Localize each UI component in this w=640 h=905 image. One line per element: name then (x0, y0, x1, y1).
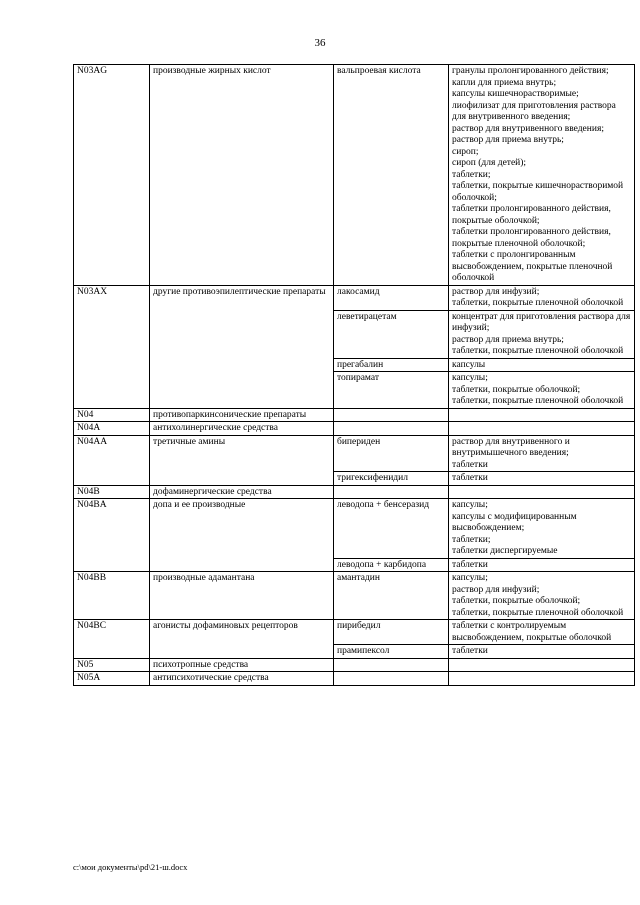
atc-code-cell: N04A (74, 422, 150, 436)
atc-code-cell: N05A (74, 672, 150, 686)
drug-name-cell: бипериден (334, 435, 449, 472)
atc-code-cell: N04BA (74, 499, 150, 572)
dosage-form-line: таблетки, покрытые кишечнорастворимой оболочкой; (452, 181, 624, 203)
atc-code-cell: N04BB (74, 572, 150, 620)
pharmacological-group-cell: другие противоэпилептические препараты (150, 285, 334, 408)
pharmacological-group-cell: психотропные средства (150, 658, 334, 672)
dosage-form-line: таблетки пролонгированного действия, покрытые оболочкой; (452, 204, 611, 226)
dosage-forms-cell (449, 422, 635, 436)
pharmacological-group-cell: допа и ее производные (150, 499, 334, 572)
table-row (74, 285, 635, 310)
dosage-forms-cell (449, 65, 635, 286)
table-row (74, 408, 635, 422)
dosage-form-line: капсулы; (452, 573, 488, 583)
atc-code-cell: N04 (74, 408, 150, 422)
dosage-forms-cell (449, 358, 635, 372)
atc-code-cell: N03AG (74, 65, 150, 286)
atc-code-cell: N04B (74, 485, 150, 499)
drug-name-cell: леводопа + карбидопа (334, 558, 449, 572)
pharmacological-group-cell: антихолинергические средства (150, 422, 334, 436)
table-row (74, 435, 635, 472)
dosage-form-line: капсулы; (452, 373, 488, 383)
drug-name-cell: леводопа + бенсеразид (334, 499, 449, 559)
drug-name-cell (334, 672, 449, 686)
atc-code-cell: N04BC (74, 620, 150, 659)
dosage-form-line: раствор для приема внутрь; (452, 135, 564, 145)
dosage-form-line: капсулы; (452, 500, 488, 510)
dosage-form-line: таблетки с пролонгированным высвобождением, покрытые пленочной оболочкой (452, 250, 613, 283)
dosage-form-line: таблетки (452, 473, 488, 483)
drug-name-cell (334, 658, 449, 672)
table-row (74, 499, 635, 559)
dosage-form-line: сироп; (452, 146, 479, 157)
drug-name-cell (334, 485, 449, 499)
atc-code-cell: N03AX (74, 285, 150, 408)
dosage-form-line: раствор для внутривенного введения; (452, 123, 604, 134)
dosage-form-line: таблетки (452, 646, 488, 656)
dosage-form-line: концентрат для приготовления раствора для инфузий; (452, 311, 631, 333)
dosage-forms-cell (449, 435, 635, 472)
table-row (74, 620, 635, 645)
pharmacological-group-cell: противопаркинсонические препараты (150, 408, 334, 422)
table-body (74, 65, 635, 686)
dosage-form-line: лиофилизат для приготовления раствора для внутривенного введения; (452, 100, 616, 122)
dosage-form-line: таблетки диспергируемые (452, 546, 558, 556)
dosage-form-line: капсулы (452, 359, 486, 370)
dosage-form-line: таблетки, покрытые пленочной оболочкой (452, 607, 624, 618)
drug-name-cell: пирибедил (334, 620, 449, 645)
dosage-forms-cell (449, 408, 635, 422)
pharmacological-group-cell: третичные амины (150, 435, 334, 485)
dosage-form-line: таблетки, покрытые оболочкой; (452, 384, 581, 395)
drug-name-cell (334, 408, 449, 422)
table-row (74, 658, 635, 672)
dosage-forms-cell (449, 658, 635, 672)
drug-name-cell: прегабалин (334, 358, 449, 372)
dosage-forms-cell (449, 645, 635, 659)
dosage-form-line: таблетки; (452, 169, 491, 180)
table-row (74, 572, 635, 620)
dosage-forms-cell (449, 472, 635, 486)
dosage-form-line: гранулы пролонгированного действия; (452, 66, 609, 76)
drug-name-cell: прамипексол (334, 645, 449, 659)
atc-code-cell: N05 (74, 658, 150, 672)
table-row (74, 672, 635, 686)
drug-name-cell (334, 422, 449, 436)
drug-classification-table (73, 64, 635, 686)
dosage-forms-cell (449, 572, 635, 620)
dosage-forms-cell (449, 672, 635, 686)
drug-name-cell: лакосамид (334, 285, 449, 310)
dosage-forms-cell (449, 285, 635, 310)
dosage-forms-cell (449, 558, 635, 572)
drug-name-cell: тригексифенидил (334, 472, 449, 486)
dosage-form-line: таблетки с контролируемым высвобождением, покрытые оболочкой (452, 621, 612, 643)
dosage-forms-cell (449, 310, 635, 358)
dosage-form-line: таблетки; (452, 534, 491, 545)
dosage-forms-cell (449, 620, 635, 645)
table-row (74, 485, 635, 499)
drug-name-cell: леветирацетам (334, 310, 449, 358)
dosage-form-line: таблетки, покрытые оболочкой; (452, 596, 581, 606)
pharmacological-group-cell: дофаминергические средства (150, 485, 334, 499)
drug-name-cell: амантадин (334, 572, 449, 620)
dosage-form-line: капсулы кишечнорастворимые; (452, 89, 579, 99)
pharmacological-group-cell: агонисты дофаминовых рецепторов (150, 620, 334, 659)
dosage-form-line: таблетки, покрытые пленочной оболочкой (452, 298, 624, 308)
pharmacological-group-cell: производные жирных кислот (150, 65, 334, 286)
dosage-form-line: таблетки (452, 459, 488, 470)
drug-name-cell: топирамат (334, 372, 449, 409)
page-number: 36 (314, 37, 326, 49)
table-row (74, 422, 635, 436)
dosage-form-line: таблетки (452, 559, 488, 570)
dosage-form-line: сироп (для детей); (452, 158, 527, 168)
dosage-forms-cell (449, 372, 635, 409)
dosage-form-line: раствор для приема внутрь; (452, 334, 564, 345)
dosage-forms-cell (449, 485, 635, 499)
dosage-form-line: таблетки, покрытые пленочной оболочкой (452, 346, 624, 356)
dosage-form-line: раствор для инфузий; (452, 286, 540, 297)
dosage-form-line: раствор для инфузий; (452, 584, 540, 595)
atc-code-cell: N04AA (74, 435, 150, 485)
dosage-form-line: капли для приема внутрь; (452, 77, 557, 88)
dosage-forms-cell (449, 499, 635, 559)
dosage-form-line: таблетки пролонгированного действия, покрытые пленочной оболочкой; (452, 227, 611, 249)
pharmacological-group-cell: производные адамантана (150, 572, 334, 620)
table-row (74, 65, 635, 286)
dosage-form-line: капсулы с модифицированным высвобождением; (452, 511, 577, 533)
pharmacological-group-cell: антипсихотические средства (150, 672, 334, 686)
dosage-form-line: раствор для внутривенного и внутримышечного введения; (452, 436, 570, 458)
drug-name-cell: вальпроевая кислота (334, 65, 449, 286)
dosage-form-line: таблетки, покрытые пленочной оболочкой (452, 396, 624, 406)
footer-file-path: c:\мои документы\pd\21-ш.docx (73, 862, 188, 872)
